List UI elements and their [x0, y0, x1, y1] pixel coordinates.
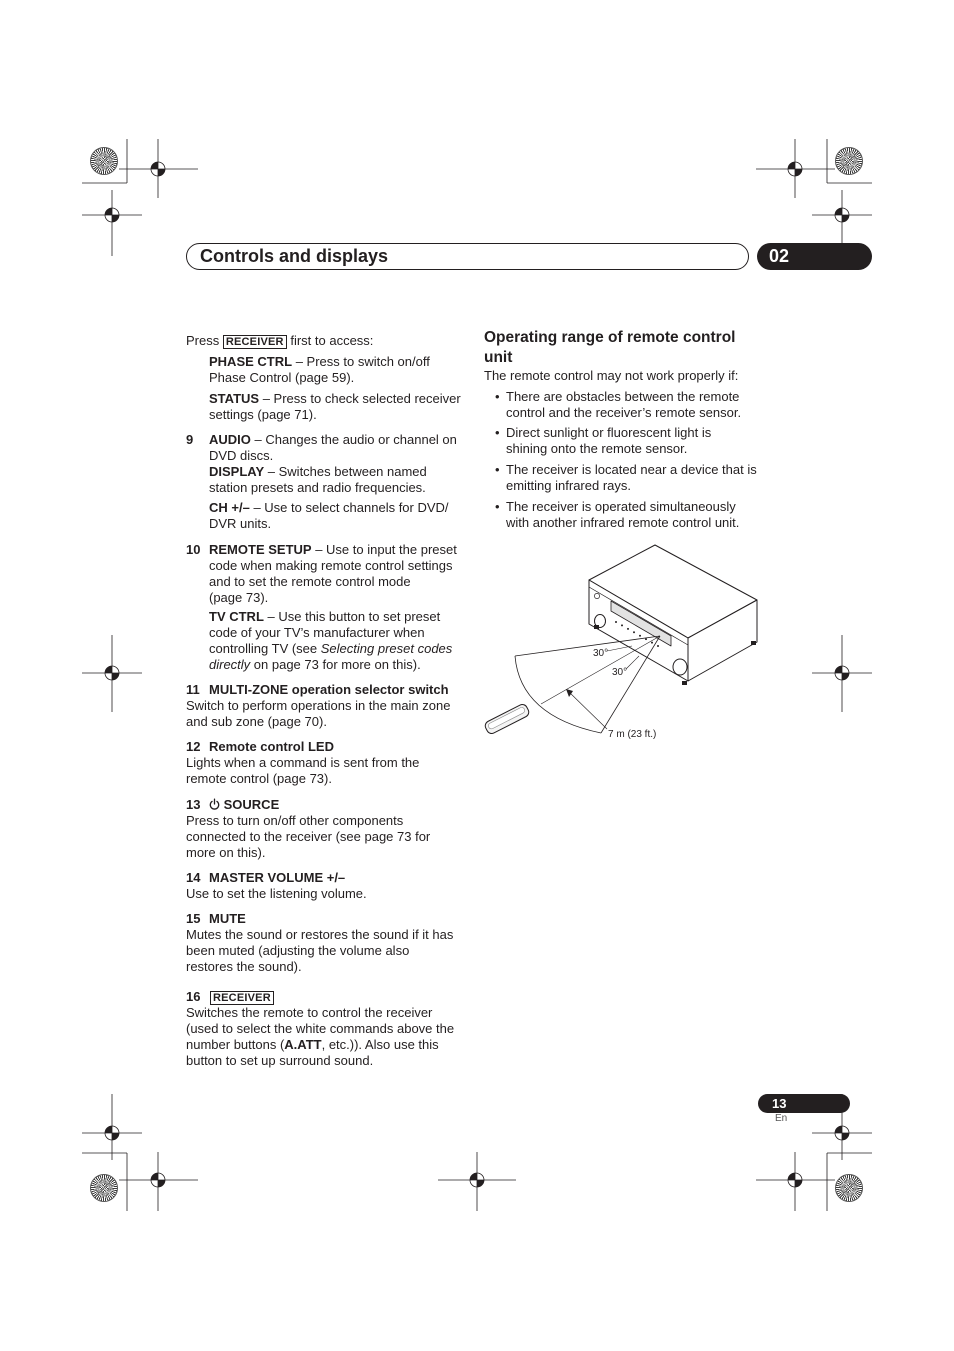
front-button: [615, 621, 617, 623]
distance-label: 7 m (23 ft.): [608, 729, 657, 740]
registration-mark: [82, 190, 142, 256]
bullet-item: • The receiver is located near a device that is emitting infrared rays.: [506, 462, 757, 494]
operating-range-intro: The remote control may not work properly if:: [484, 368, 739, 383]
registration-quadrant: [151, 162, 158, 169]
status-term: STATUS: [209, 391, 260, 406]
front-button: [651, 642, 653, 644]
language-code: En: [775, 1113, 788, 1124]
receiver-key-label: RECEIVER: [210, 991, 274, 1005]
registration-mark: [82, 1094, 142, 1160]
mute-desc: Mutes the sound or restores the sound if it has been muted (adjusting the volume also restores the sound).: [186, 927, 454, 974]
item-number: 10: [186, 542, 201, 557]
registration-mark: [82, 635, 142, 712]
master-volume-desc: Use to set the listening volume.: [186, 886, 367, 901]
section-title: Controls and displays: [200, 246, 389, 266]
receiver-foot: [682, 681, 687, 685]
front-button: [633, 631, 635, 633]
registration-mark: [812, 635, 872, 712]
registration-mark: [756, 139, 835, 198]
item-number: 15: [186, 911, 201, 926]
registration-quadrant: [112, 673, 119, 680]
mute-title: MUTE: [209, 911, 246, 926]
registration-quadrant: [835, 1126, 842, 1133]
phase-ctrl-term: PHASE CTRL: [209, 354, 293, 369]
tv-ctrl-entry: [209, 609, 452, 673]
registration-quadrant: [842, 1133, 849, 1140]
receiver-key-label: RECEIVER: [223, 335, 287, 349]
section-header-bar: [186, 243, 749, 270]
front-button: [627, 628, 629, 630]
display-entry: [209, 464, 427, 496]
angle-leader-lower: [626, 656, 639, 669]
channel-entry: [209, 500, 449, 532]
item-number: 12: [186, 739, 201, 754]
channel-desc: – Use to select channels for DVD/ DVR units.: [209, 500, 449, 531]
operating-range-heading: Operating range of remote control unit: [484, 329, 736, 366]
registration-mark: [756, 1152, 835, 1211]
receiver-volume-knob: [673, 659, 687, 675]
registration-quadrant: [158, 169, 165, 176]
intro-suffix: first to access:: [290, 333, 374, 348]
tv-ctrl-term: TV CTRL: [209, 609, 264, 624]
display-desc: – Switches between named station presets and radio frequencies.: [209, 464, 427, 495]
multi-zone-desc: Switch to perform operations in the main zone and sub zone (page 70).: [186, 698, 451, 729]
front-button: [621, 624, 623, 626]
angle-label-lower: 30°: [612, 667, 628, 678]
registration-quadrant: [788, 1173, 795, 1180]
registration-quadrant: [158, 1180, 165, 1187]
bullet-item: • Direct sunlight or fluorescent light is shining onto the remote sensor.: [506, 425, 711, 457]
registration-quadrant: [112, 215, 119, 222]
page-number-badge: [758, 1094, 850, 1113]
receiver-foot: [751, 641, 756, 645]
item-number: 14: [186, 870, 201, 885]
item-number: 11: [186, 682, 200, 697]
receiver-key-desc-end: , etc.)). Also use this button to set up surround sound.: [186, 1037, 439, 1068]
aatt-term: A.ATT: [284, 1037, 322, 1052]
registration-quadrant: [151, 1173, 158, 1180]
registration-quadrant: [105, 1126, 112, 1133]
remote-setup-term: REMOTE SETUP: [209, 542, 312, 557]
status-desc: – Press to check selected receiver settings (page 71).: [209, 391, 461, 422]
receiver-illustration: [589, 545, 757, 685]
registration-quadrant: [795, 169, 802, 176]
front-button: [657, 645, 659, 647]
audio-desc: – Changes the audio or channel on DVD discs.: [209, 432, 457, 463]
bullet-item: • There are obstacles between the remote control and the receiver’s remote sensor.: [506, 389, 741, 421]
receiver-key-desc-start: Switches the remote to control the receiver (used to select the white commands above the number buttons (: [186, 1005, 455, 1052]
item-number: 16: [186, 989, 201, 1004]
tv-ctrl-desc-end: on page 73 for more on this).: [250, 657, 421, 672]
registration-quadrant: [842, 673, 849, 680]
registration-quadrant: [788, 162, 795, 169]
receiver-access-intro: [186, 333, 373, 349]
phase-ctrl-desc: – Press to switch on/off Phase Control (page 59).: [209, 354, 430, 385]
receiver-key-desc: [186, 1005, 454, 1069]
registration-quadrant: [842, 215, 849, 222]
intro-prefix: Press: [186, 333, 220, 348]
remote-led-desc: Lights when a command is sent from the remote control (page 73).: [186, 755, 420, 786]
registration-quadrant: [105, 208, 112, 215]
distance-leader-line: [568, 691, 607, 729]
source-desc: Press to turn on/off other components connected to the receiver (see page 73 for more on this).: [186, 813, 431, 860]
remote-operating-range-diagram: [484, 540, 760, 745]
registration-quadrant: [112, 1133, 119, 1140]
phase-ctrl-entry: [209, 354, 430, 386]
registration-quadrant: [470, 1173, 477, 1180]
status-entry: [209, 391, 461, 423]
remote-setup-entry: [209, 542, 457, 606]
page-number: 13: [772, 1096, 787, 1111]
item-number: 13: [186, 797, 201, 812]
registration-quadrant: [795, 1180, 802, 1187]
source-title: SOURCE: [223, 797, 280, 812]
registration-quadrant: [105, 666, 112, 673]
distance-arrowhead: [566, 689, 573, 697]
display-term: DISPLAY: [209, 464, 265, 479]
bullet-item: • The receiver is operated simultaneously with another infrared remote control unit.: [506, 499, 739, 531]
channel-term: CH +/–: [209, 500, 250, 515]
power-icon: [209, 798, 220, 810]
remote-control-illustration: [484, 703, 530, 735]
master-volume-title: MASTER VOLUME +/–: [209, 870, 346, 885]
registration-mark: [119, 1152, 198, 1211]
remote-led-title: Remote control LED: [209, 739, 334, 754]
source-title-row: [209, 797, 279, 813]
receiver-foot: [594, 625, 599, 629]
registration-quadrant: [835, 666, 842, 673]
front-button: [639, 635, 641, 637]
chapter-badge: [757, 243, 872, 270]
angle-label-upper: 30°: [593, 648, 609, 659]
item-number: 9: [186, 432, 194, 447]
multi-zone-title: MULTI-ZONE operation selector switch: [209, 682, 449, 697]
receiver-logo: [594, 593, 599, 598]
receiver-key-row: [210, 989, 274, 1005]
audio-entry: [209, 432, 457, 464]
registration-mark: [119, 139, 198, 198]
tv-ctrl-desc: – Use this button to set preset code of your TV’s manufacturer when controlling TV (see: [209, 609, 441, 656]
registration-mark: [438, 1152, 516, 1211]
angle-leader-upper: [607, 646, 632, 651]
registration-quadrant: [835, 208, 842, 215]
registration-quadrant: [477, 1180, 484, 1187]
chapter-number: 02: [769, 246, 790, 266]
audio-term: AUDIO: [209, 432, 251, 447]
tv-ctrl-reference: Selecting preset codes directly: [209, 641, 453, 672]
range-center-axis: [541, 636, 660, 704]
remote-setup-desc: – Use to input the preset code when making remote control settings and to set the remote control mode (page 73).: [209, 542, 457, 605]
